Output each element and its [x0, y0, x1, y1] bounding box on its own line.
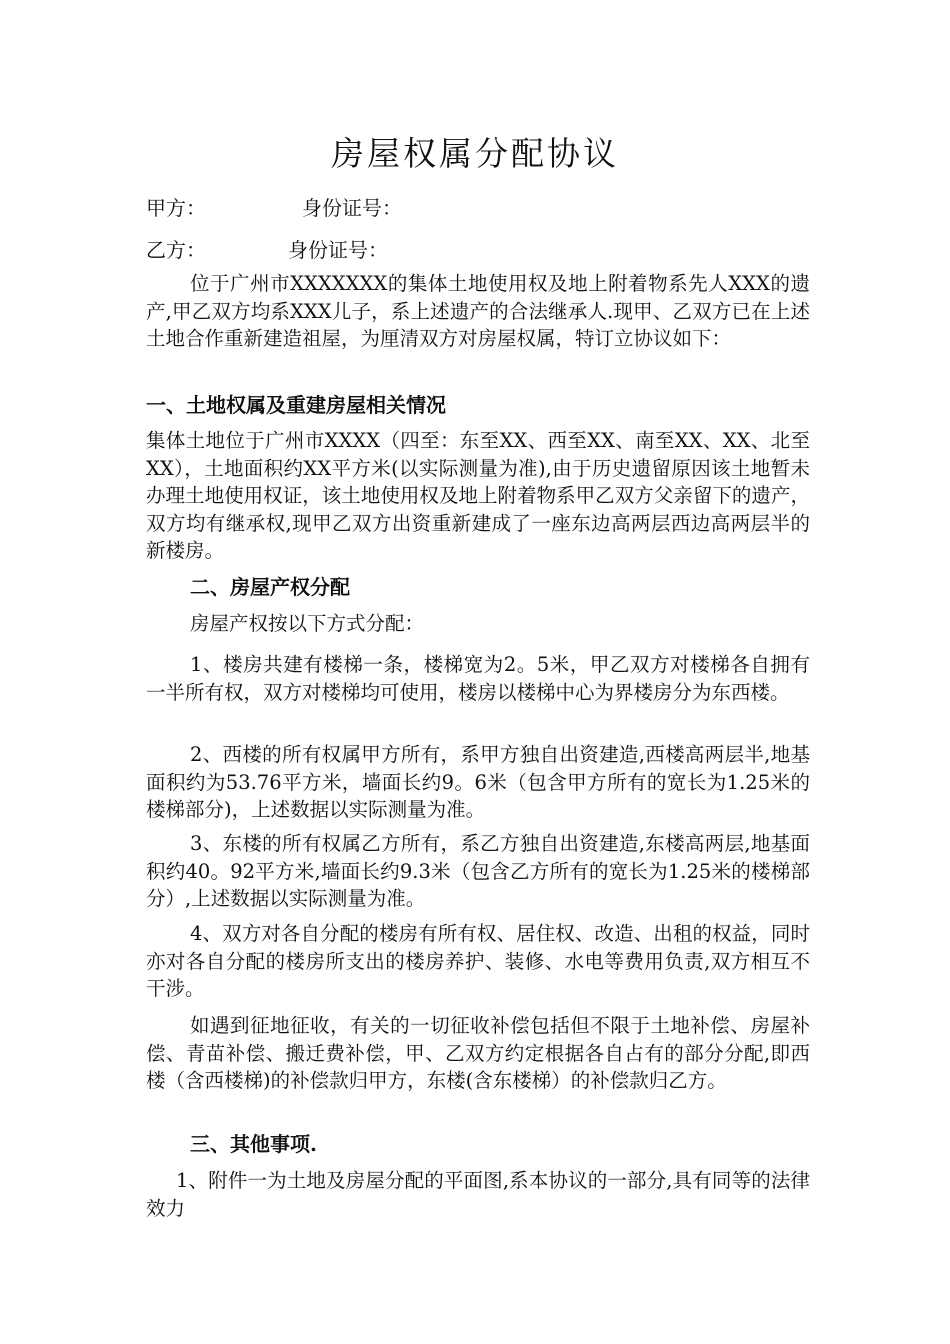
section2-item-3: 3、东楼的所有权属乙方所有，系乙方独自出资建造,东楼高两层,地基面积约40。92平方米,墙面长约9.3米（包含乙方所有的宽长为1.25米的楼梯部分）,上述数据以实际测量为准。 — [146, 832, 810, 910]
party-b-id-label: 身份证号： — [288, 238, 388, 262]
section2-item-4: 4、双方对各自分配的楼房有所有权、居住权、改造、出租的权益，同时亦对各自分配的楼房所支出的楼房养护、装修、水电等费用负责,双方相互不干涉。 — [146, 922, 810, 1000]
section1-body: 集体土地位于广州市XXXX（四至：东至XX、西至XX、南至XX、XX、北至XX），土地面积约XX平方米(以实际测量为准),由于历史遗留原因该土地暂未办理土地使用权证，该土地使用权及地上附着物系甲乙双方父亲留下的遗产，双方均有继承权,现甲乙双方出资重新建成了一座东边高两层西边高两层半的新楼房。 — [146, 429, 810, 562]
section1-heading: 一、土地权属及重建房屋相关情况 — [146, 393, 446, 417]
party-b-label: 乙方： — [146, 238, 206, 262]
section2-item-1: 1、楼房共建有楼梯一条，楼梯宽为2。5米，甲乙双方对楼梯各自拥有一半所有权，双方对楼梯均可使用，楼房以楼梯中心为界楼房分为东西楼。 — [146, 653, 810, 704]
party-a-id-label: 身份证号： — [302, 196, 402, 220]
section2-item-5: 如遇到征地征收，有关的一切征收补偿包括但不限于土地补偿、房屋补偿、青苗补偿、搬迁费补偿，甲、乙双方约定根据各自占有的部分分配,即西楼（含西楼梯)的补偿款归甲方，东楼(含东楼梯）的补偿款归乙方。 — [146, 1014, 810, 1092]
party-a-line — [146, 192, 402, 221]
section3-item-1: 1、附件一为土地及房屋分配的平面图,系本协议的一部分,具有同等的法律效力 — [146, 1169, 810, 1220]
party-a-label: 甲方： — [146, 196, 206, 220]
intro-paragraph: 位于广州市XXXXXXX的集体土地使用权及地上附着物系先人XXX的遗产,甲乙双方均系XXX儿子，系上述遗产的合法继承人.现甲、乙双方已在上述土地合作重新建造祖屋，为厘清双方对房屋权属，特订立协议如下： — [146, 272, 810, 350]
party-b-line — [146, 234, 388, 263]
section3-heading: 三、其他事项. — [190, 1132, 317, 1156]
section2-intro: 房屋产权按以下方式分配： — [190, 612, 425, 635]
section2-heading: 二、房屋产权分配 — [190, 575, 350, 599]
document-title: 房屋权属分配协议 — [331, 134, 619, 173]
section2-item-2: 2、西楼的所有权属甲方所有，系甲方独自出资建造,西楼高两层半,地基面积约为53.76平方米，墙面长约9。6米（包含甲方所有的宽长为1.25米的楼梯部分)，上述数据以实际测量为准。 — [146, 743, 810, 821]
